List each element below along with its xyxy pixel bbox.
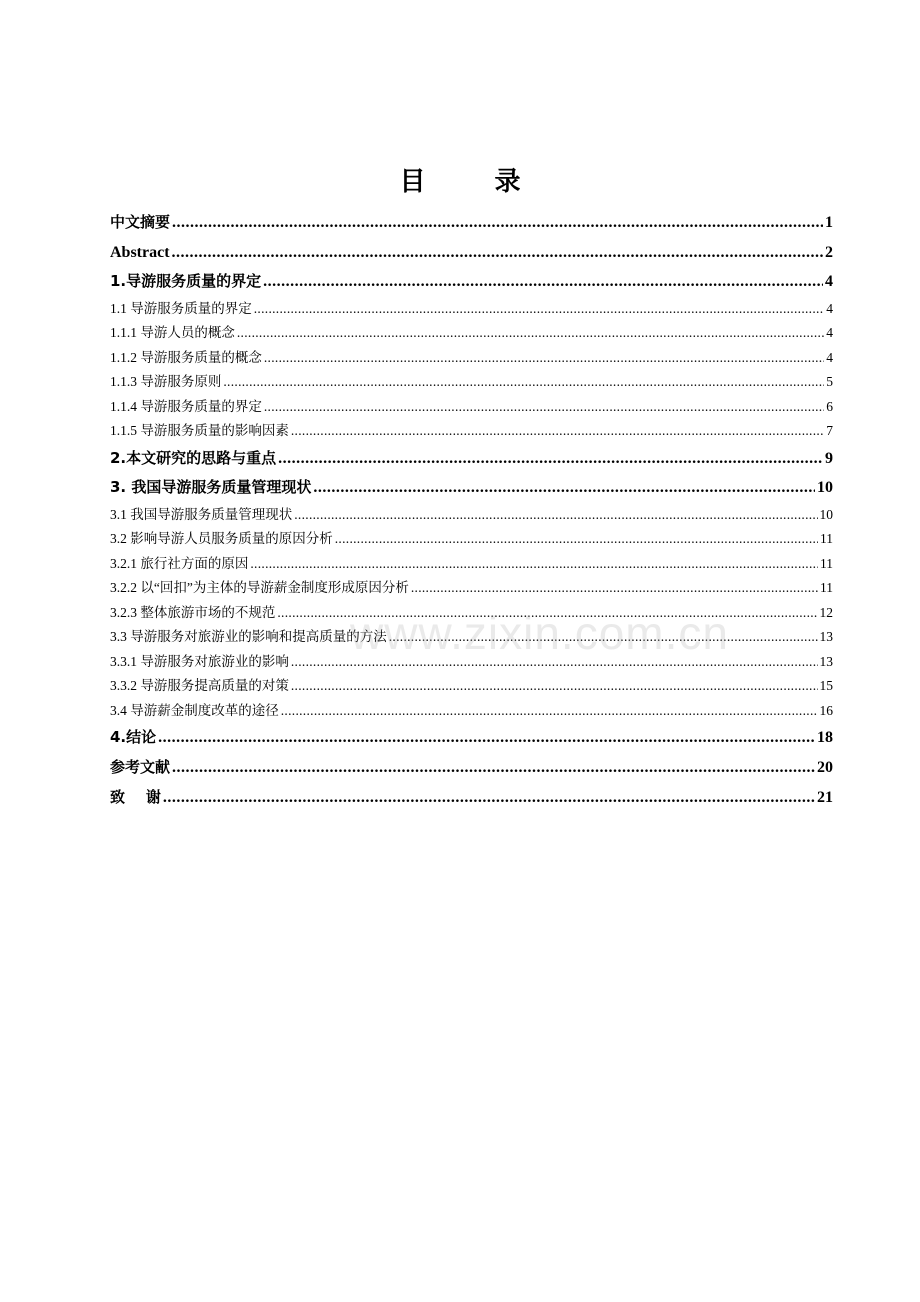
toc-entry-page: 20 [817,759,833,777]
toc-leader-dots [411,576,818,601]
toc-entry[interactable] [110,208,833,238]
toc-entry[interactable] [110,370,833,395]
toc-leader-dots [254,297,825,322]
toc-entry[interactable] [110,699,833,724]
toc-entry-page: 11 [820,555,833,571]
toc-leader-dots [278,444,823,474]
toc-entry-label: Abstract [110,243,170,261]
toc-entry[interactable] [110,321,833,346]
table-of-contents [110,208,833,812]
toc-entry-label: 2.本文研究的思路与重点 [110,448,277,467]
toc-entry[interactable] [110,419,833,444]
toc-entry-label: 参考文献 [110,758,171,777]
toc-entry[interactable] [110,444,833,474]
toc-leader-dots [291,419,824,444]
toc-entry[interactable] [110,267,833,297]
toc-entry-page: 2 [825,243,833,261]
toc-entry-label: 4.结论 [110,728,157,747]
toc-leader-dots [172,753,815,783]
toc-leader-dots [263,267,823,297]
toc-entry-page: 15 [819,678,833,694]
toc-entry-label: 1.1.2 导游服务质量的概念 [110,349,262,365]
toc-leader-dots [313,473,815,503]
toc-entry[interactable] [110,473,833,503]
toc-entry-page: 9 [825,449,833,467]
toc-entry[interactable] [110,552,833,577]
toc-entry-label: 3.2.1 旅行社方面的原因 [110,555,249,571]
toc-entry[interactable] [110,346,833,371]
toc-entry-label: 3.2.3 整体旅游市场的不规范 [110,604,276,620]
toc-entry-label: 1.1 导游服务质量的界定 [110,300,252,316]
toc-entry-page: 10 [817,479,833,497]
toc-entry-label: 3. 我国导游服务质量管理现状 [110,478,312,497]
toc-leader-dots [335,527,818,552]
toc-entry[interactable] [110,650,833,675]
toc-leader-dots [172,238,823,268]
toc-leader-dots [237,321,824,346]
toc-entry-page: 16 [819,702,833,718]
toc-entry-page: 4 [826,349,833,365]
toc-entry-label: 3.2.2 以“回扣”为主体的导游薪金制度形成原因分析 [110,580,409,596]
toc-entry[interactable] [110,753,833,783]
toc-entry[interactable] [110,723,833,753]
toc-entry-page: 4 [826,300,833,316]
toc-entry-page: 1 [825,214,833,231]
toc-entry[interactable] [110,674,833,699]
toc-entry-page: 10 [819,506,833,522]
toc-leader-dots [163,783,815,813]
toc-leader-dots [223,370,824,395]
toc-entry-page: 4 [826,325,833,341]
toc-leader-dots [172,208,823,238]
toc-entry-page: 5 [826,374,833,390]
toc-entry[interactable] [110,601,833,626]
toc-entry-label: 3.1 我国导游服务质量管理现状 [110,506,293,522]
toc-title: 目 录 [399,167,551,197]
toc-entry-page: 11 [820,580,833,596]
toc-entry-label: 3.3 导游服务对旅游业的影响和提高质量的方法 [110,629,387,645]
toc-entry[interactable] [110,297,833,322]
toc-entry-label: 3.3.2 导游服务提高质量的对策 [110,678,289,694]
toc-leader-dots [277,601,817,626]
toc-entry[interactable] [110,783,833,813]
toc-entry-label: 1.1.1 导游人员的概念 [110,325,235,341]
toc-leader-dots [264,346,824,371]
toc-leader-dots [291,650,818,675]
toc-entry-label: 致 谢 [110,787,161,806]
toc-entry-label: 1.1.5 导游服务质量的影响因素 [110,423,289,439]
toc-entry-label: 1.1.3 导游服务原则 [110,374,222,390]
toc-entry-page: 6 [826,398,833,414]
toc-entry[interactable] [110,238,833,268]
toc-entry[interactable] [110,576,833,601]
toc-entry-page: 11 [820,531,833,547]
toc-leader-dots [158,723,815,753]
toc-entry[interactable] [110,503,833,528]
toc-entry-label: 1.1.4 导游服务质量的界定 [110,398,262,414]
toc-entry[interactable] [110,527,833,552]
toc-entry-page: 13 [819,653,833,669]
toc-leader-dots [250,552,818,577]
toc-entry-page: 18 [817,729,833,747]
toc-entry-page: 21 [817,788,833,806]
toc-entry-label: 3.4 导游薪金制度改革的途径 [110,702,279,718]
toc-leader-dots [294,503,817,528]
toc-entry-label: 3.3.1 导游服务对旅游业的影响 [110,653,289,669]
toc-entry-label: 中文摘要 [110,213,171,231]
toc-entry-label: 1.导游服务质量的界定 [110,272,262,291]
toc-entry-page: 12 [819,604,833,620]
toc-entry-page: 4 [825,273,833,291]
watermark: www.zixin.com.cn [350,607,729,659]
toc-leader-dots [281,699,818,724]
toc-leader-dots [264,395,824,420]
toc-entry[interactable] [110,395,833,420]
toc-entry-page: 7 [826,423,833,439]
toc-entry[interactable] [110,625,833,650]
toc-entry-label: 3.2 影响导游人员服务质量的原因分析 [110,531,333,547]
toc-leader-dots [389,625,818,650]
toc-leader-dots [291,674,818,699]
toc-entry-page: 13 [819,629,833,645]
